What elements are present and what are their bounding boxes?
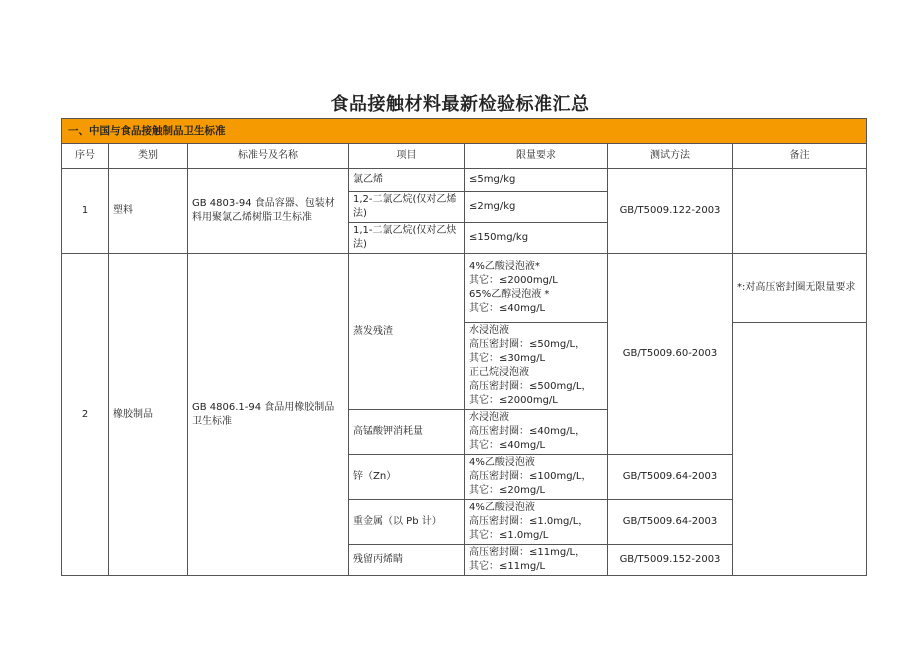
limit-line: 4%乙酸浸泡液 [469, 502, 535, 513]
limit-cell [465, 410, 608, 455]
item-cell: 高锰酸钾消耗量 [349, 410, 465, 455]
limit-cell: ≤5mg/kg [465, 169, 608, 192]
section-title: 一、中国与食品接触制品卫生标准 [62, 119, 867, 144]
item-cell: 重金属（以 Pb 计） [349, 500, 465, 545]
header-item: 项目 [349, 144, 465, 169]
limit-line: 其它：≤1.0mg/L [469, 530, 549, 541]
method-cell: GB/T5009.64-2003 [608, 455, 733, 500]
standards-table [61, 118, 867, 576]
limit-line: 高压密封圈：≤11mg/L， [469, 547, 586, 558]
limit-line: 其它：≤20mg/L [469, 485, 546, 496]
item-cell: 蒸发残渣 [349, 254, 465, 410]
method-cell: GB/T5009.152-2003 [608, 545, 733, 576]
limit-line: 65%乙醇浸泡液 * [469, 289, 550, 300]
header-category: 类别 [109, 144, 188, 169]
limit-line: 水浸泡液 [469, 412, 509, 423]
remark-cell: *:对高压密封圈无限量要求 [733, 254, 867, 323]
seq-cell: 1 [62, 169, 109, 254]
column-header-row [62, 144, 867, 169]
limit-cell [465, 455, 608, 500]
limit-cell [465, 254, 608, 323]
limit-line: 4%乙酸浸泡液* [469, 261, 540, 272]
limit-cell [465, 545, 608, 576]
category-cell: 橡胶制品 [109, 254, 188, 576]
header-seq: 序号 [62, 144, 109, 169]
header-limit: 限量要求 [465, 144, 608, 169]
table-row [62, 169, 867, 192]
limit-cell [465, 323, 608, 410]
header-standard: 标准号及名称 [188, 144, 349, 169]
seq-cell: 2 [62, 254, 109, 576]
limit-line: 高压密封圈：≤1.0mg/L， [469, 516, 589, 527]
limit-line: 高压密封圈：≤100mg/L， [469, 471, 592, 482]
limit-line: 正己烷浸泡液 [469, 367, 529, 378]
remark-cell [733, 323, 867, 576]
limit-line: 4%乙酸浸泡液 [469, 457, 535, 468]
limit-cell: ≤2mg/kg [465, 192, 608, 223]
limit-line: 其它：≤30mg/L [469, 353, 546, 364]
table-row [62, 254, 867, 323]
limit-line: 其它：≤40mg/L [469, 440, 546, 451]
limit-cell [465, 500, 608, 545]
limit-line: 其它：≤2000mg/L [469, 395, 558, 406]
limit-line: 高压密封圈：≤50mg/L， [469, 339, 586, 350]
item-cell: 1,2-二氯乙烷(仅对乙烯法) [349, 192, 465, 223]
limit-line: 水浸泡液 [469, 325, 509, 336]
remark-cell [733, 169, 867, 254]
item-cell: 氯乙烯 [349, 169, 465, 192]
method-cell: GB/T5009.64-2003 [608, 500, 733, 545]
item-cell: 锌（Zn） [349, 455, 465, 500]
item-cell: 残留丙烯睛 [349, 545, 465, 576]
method-cell: GB/T5009.60-2003 [608, 254, 733, 455]
limit-line: 其它：≤2000mg/L [469, 275, 558, 286]
item-cell: 1,1-二氯乙烷(仅对乙炔法) [349, 223, 465, 254]
standard-cell: GB 4803-94 食品容器、包装材料用聚氯乙烯树脂卫生标准 [188, 169, 349, 254]
standard-cell: GB 4806.1-94 食品用橡胶制品卫生标准 [188, 254, 349, 576]
limit-line: 其它：≤40mg/L [469, 303, 546, 314]
section-header-row [62, 119, 867, 144]
method-cell: GB/T5009.122-2003 [608, 169, 733, 254]
header-remark: 备注 [733, 144, 867, 169]
document-title: 食品接触材料最新检验标准汇总 [330, 94, 590, 115]
limit-line: 其它：≤11mg/L [469, 561, 546, 572]
limit-line: 高压密封圈：≤500mg/L， [469, 381, 592, 392]
limit-cell: ≤150mg/kg [465, 223, 608, 254]
limit-line: 高压密封圈：≤40mg/L， [469, 426, 586, 437]
header-method: 测试方法 [608, 144, 733, 169]
category-cell: 塑料 [109, 169, 188, 254]
